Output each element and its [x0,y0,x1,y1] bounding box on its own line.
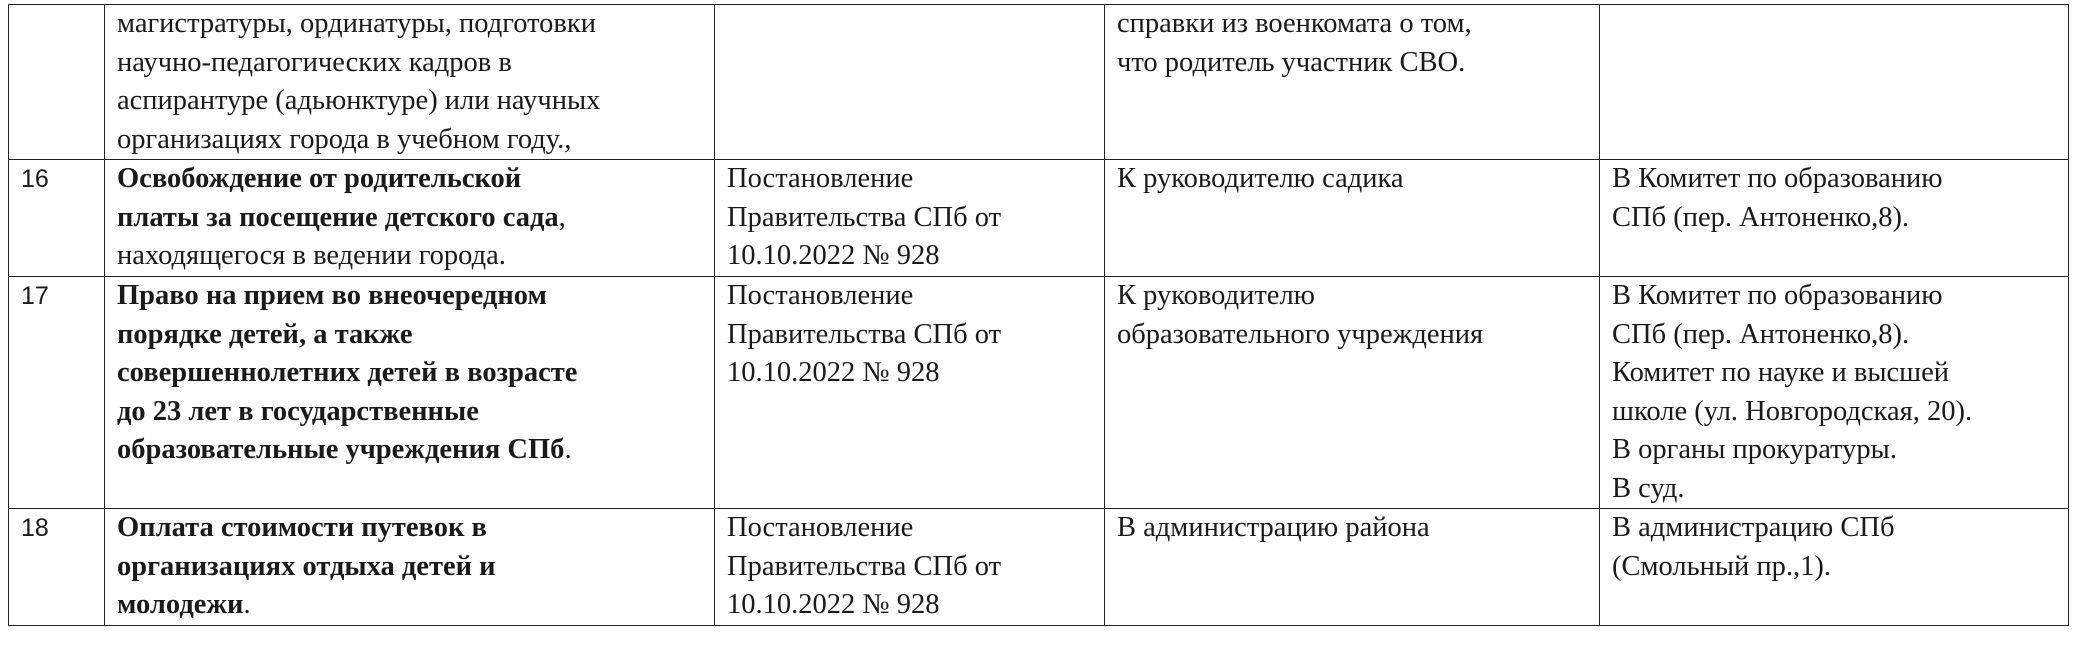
where-to-apply-cell [1105,277,1600,509]
text-line: что родитель участник СВО. [1117,46,1466,78]
plain-text: организациях города в учебном году., [117,123,572,155]
text-line: 10.10.2022 № 928 [727,589,940,620]
table-row [9,160,2069,277]
text-line [117,5,704,44]
text-line [117,393,704,432]
bold-text: платы за посещение детского сада [117,201,559,233]
text-line: В Комитет по образованию [1612,280,1943,311]
text-line: В органы прокуратуры. [1612,434,1897,465]
row-number-cell: 16 [9,160,105,277]
text-line: Правительства СПб от [727,318,1002,350]
bold-text: молодежи [117,589,244,620]
where-to-appeal-cell [1600,277,2069,509]
where-to-appeal-cell [1600,5,2069,160]
where-to-apply-cell [1105,5,1600,160]
bold-text: Оплата стоимости путевок в [117,512,487,543]
legal-basis-cell [715,509,1105,626]
text-line: (Смольный пр.,1). [1612,550,1832,582]
text-line: Постановление [727,163,914,194]
legal-basis-cell [715,5,1105,160]
plain-text: , [558,201,566,233]
where-to-appeal-cell [1600,160,2069,277]
text-line [117,316,704,355]
row-number-cell: 17 [9,277,105,509]
text-line: Постановление [727,512,914,543]
plain-text: научно-педагогических кадров в [117,46,512,78]
bold-text: Право на прием во внеочередном [117,280,547,311]
table-row [9,277,2069,509]
bold-text: образовательные учреждения СПб [117,434,565,465]
text-line [117,277,704,316]
plain-text: находящегося в ведении города. [117,240,506,271]
table-row [9,509,2069,626]
text-line: школе (ул. Новгородская, 20). [1612,395,1973,427]
text-line [117,44,704,83]
bold-text: Освобождение от родительской [117,163,522,194]
where-to-apply-cell [1105,160,1600,277]
text-line [117,354,704,393]
row-number-cell [9,5,105,160]
text-line: СПб (пер. Антоненко,8). [1612,201,1910,233]
text-line: справки из военкомата о том, [1117,8,1472,39]
plain-text: магистратуры, ординатуры, подготовки [117,8,596,39]
text-line [117,431,704,470]
row-number-cell: 18 [9,509,105,626]
text-line [117,586,704,625]
bold-text: совершеннолетних детей в возрасте [117,357,578,388]
text-line: Правительства СПб от [727,550,1002,582]
text-line [117,82,704,121]
text-line: Комитет по науке и высшей [1612,357,1949,388]
text-line: 10.10.2022 № 928 [727,240,940,271]
plain-text: . [564,434,572,465]
text-line: Правительства СПб от [727,201,1002,233]
text-line [117,237,704,276]
text-line [117,548,704,587]
benefits-table [8,4,2069,626]
text-line: В Комитет по образованию [1612,163,1943,194]
plain-text: аспирантуре (адьюнктуре) или научных [117,85,601,116]
legal-basis-cell [715,160,1105,277]
benefit-title-cell [105,509,715,626]
text-line: К руководителю садика [1117,163,1404,194]
benefit-title-cell [105,5,715,160]
text-line: В администрацию СПб [1612,512,1895,543]
text-line: Постановление [727,280,914,311]
text-line: В администрацию района [1117,512,1430,543]
where-to-apply-cell [1105,509,1600,626]
legal-basis-cell [715,277,1105,509]
plain-text: . [243,589,251,620]
where-to-appeal-cell [1600,509,2069,626]
text-line [117,199,704,238]
text-line [117,121,704,160]
text-line [117,509,704,548]
table-row [9,5,2069,160]
benefit-title-cell [105,160,715,277]
text-line [117,160,704,199]
bold-text: организациях отдыха детей и [117,550,496,582]
text-line: В суд. [1612,472,1685,504]
bold-text: порядке детей, а также [117,318,413,350]
benefit-title-cell [105,277,715,509]
text-line: К руководителю [1117,280,1315,311]
text-line: СПб (пер. Антоненко,8). [1612,318,1910,350]
text-line: 10.10.2022 № 928 [727,357,940,388]
text-line: образовательного учреждения [1117,318,1484,350]
bold-text: до 23 лет в государственные [117,395,479,427]
